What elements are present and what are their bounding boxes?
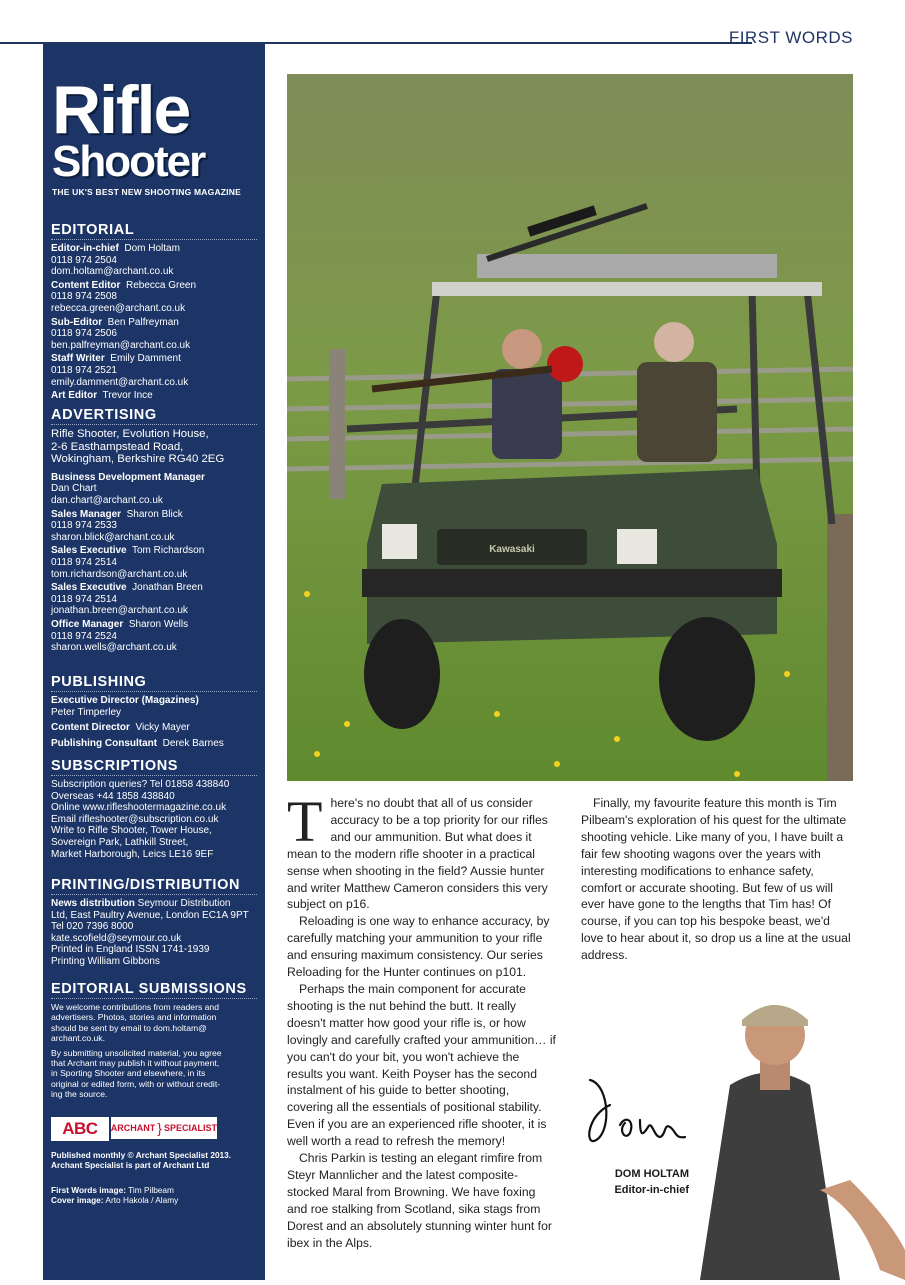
section-label: FIRST WORDS — [728, 28, 853, 47]
credit-label: First Words image: — [51, 1184, 126, 1195]
passenger-head — [654, 322, 694, 362]
info-line: Printed in England ISSN 1741-1939 — [51, 944, 210, 956]
staff-role: Art Editor — [51, 390, 98, 402]
credit-value: Arto Hakola / Alamy — [103, 1195, 179, 1206]
signature-stroke — [589, 1080, 685, 1141]
staff-name: Peter Timperley — [51, 706, 122, 718]
staff-name: Rebecca Green — [126, 279, 197, 291]
staff-entry — [51, 738, 257, 750]
staff-name: Dan Chart — [51, 483, 97, 495]
staff-phone: 0118 974 2521 — [51, 364, 117, 376]
staff-phone: 0118 974 2514 — [51, 593, 117, 605]
subscriptions-details — [51, 779, 257, 860]
editor-jacket — [700, 1073, 840, 1281]
publisher-badges — [51, 1115, 217, 1141]
staff-name: Ben Palfreyman — [107, 316, 179, 328]
info-line: Overseas +44 1858 438840 — [51, 790, 175, 802]
staff-role: Sales Executive — [51, 582, 127, 594]
staff-name: Sharon Wells — [128, 618, 189, 630]
staff-entry — [51, 545, 257, 580]
info-line: Sovereign Park, Lathkill Street, — [51, 836, 189, 848]
article-column-left — [287, 789, 558, 1250]
staff-email: emily.damment@archant.co.uk — [51, 376, 189, 388]
staff-entry — [51, 722, 257, 734]
info-line: Market Harborough, Leics LE16 9EF — [51, 848, 214, 860]
staff-entry — [51, 509, 257, 544]
article-paragraph: Chris Parkin is testing an elegant rimfire from Steyr Mannlicher and the latest composite-stocked Maral from Browning. We have foxing and roe stalking from Scotland, sika stags from Dorest and an absolutely stunning winter hunt for ibex in the Alps. — [287, 1151, 552, 1250]
info-line: advertisers. Photos, stories and information — [51, 1012, 217, 1023]
article-paragraph: Finally, my favourite feature this month is Tim Pilbeam's exploration of his quest for the ultimate shooting vehicle. Like many of you, I have built a fair few shooting wagons over the years with interesting modifications to enhance safety, comfort or accurate shooting. But few of us will ever have gone to the lengths that Tim has! Of course, if you can top his bespoke beast, we'd love to hear about it, so drop us a line at the usual address. — [581, 796, 851, 963]
article-paragraph — [287, 789, 558, 913]
front-right-wheel — [659, 617, 755, 741]
info-line: that Archant may publish it without payment, — [51, 1058, 220, 1069]
staff-role: Content Editor — [51, 279, 121, 291]
credit-label: Cover image: — [51, 1195, 104, 1206]
section-heading: PUBLISHING — [51, 674, 257, 692]
address-line: 2-6 Easthampstead Road, — [51, 440, 184, 453]
staff-name: Vicky Mayer — [135, 722, 190, 734]
logo-tagline: THE UK'S BEST NEW SHOOTING MAGAZINE — [52, 187, 241, 197]
editor-cap — [742, 1005, 808, 1026]
info-label: News distribution — [51, 898, 135, 909]
staff-email: dom.holtam@archant.co.uk — [51, 266, 174, 278]
staff-name: Dom Holtam — [124, 243, 180, 254]
vehicle-badge: Kawasaki — [489, 544, 535, 555]
staff-entry — [51, 353, 257, 388]
driver-head — [502, 329, 542, 369]
magazine-logo — [52, 72, 257, 197]
staff-entry — [51, 472, 257, 507]
info-line: archant.co.uk. — [51, 1033, 105, 1044]
editor-name: DOM HOLTAM — [614, 1168, 689, 1180]
staff-phone: 0118 974 2524 — [51, 630, 117, 642]
paragraph-text: here's no doubt that all of us consider accuracy to be a top priority for our rifles and our ammunition. But what does it mean to the modern rifle shooter in a practical sense when shooting in the field? Aussie hunter and writer Matthew Cameron considers this very subject on p16. — [287, 796, 548, 912]
front-left-wheel — [364, 619, 440, 729]
archant-specialist-logo — [111, 1117, 217, 1139]
advertising-address — [51, 428, 257, 466]
staff-role: Office Manager — [51, 618, 124, 630]
staff-role: Content Director — [51, 722, 130, 734]
publication-footer — [51, 1150, 257, 1206]
publication-note — [51, 1150, 257, 1171]
bumper — [362, 569, 782, 597]
info-line: We welcome contributions from readers and — [51, 1002, 219, 1012]
section-heading: SUBSCRIPTIONS — [51, 758, 257, 776]
fence-post — [827, 514, 853, 781]
info-line: Subscription queries? Tel 01858 438840 — [51, 779, 230, 790]
address-line: Rifle Shooter, Evolution House, — [51, 428, 209, 440]
editor-signature — [580, 1075, 690, 1150]
info-line: ing the source. — [51, 1089, 108, 1100]
submissions-section — [51, 981, 257, 1100]
staff-email: jonathan.breen@archant.co.uk — [51, 605, 188, 617]
image-credits — [51, 1185, 257, 1206]
info-line: Tel 020 7396 8000 — [51, 921, 134, 933]
staff-phone: 0118 974 2504 — [51, 254, 117, 266]
staff-role: Business Development Manager — [51, 471, 205, 483]
staff-entry — [51, 317, 257, 352]
editor-illustration — [690, 990, 905, 1280]
logo-word-rifle: Rifle — [52, 72, 190, 148]
submissions-paragraph — [51, 1048, 257, 1100]
staff-name: Derek Barnes — [162, 737, 224, 749]
advertising-section — [51, 407, 257, 656]
info-line: Published monthly © Archant Specialist 2013. — [51, 1150, 232, 1160]
article-paragraph: Perhaps the main component for accurate shooting is the nut behind the butt. It really doesn't matter how good your rifle is, or how lovingly and carefully crafted your ammunition… if you can't do your bit, you won't achieve the results you want. Keith Poyser has the second instalment of his guide to better shooting, covering all the essentials of positional stability. Even if you are an experienced rifle shooter, it is well worth a read to refresh the memory! — [287, 981, 556, 1149]
info-line: Online www.rifleshootermagazine.co.uk — [51, 802, 227, 814]
info-line: Archant Specialist is part of Archant Ltd — [51, 1160, 210, 1171]
staff-entry — [51, 280, 257, 315]
staff-email: sharon.blick@archant.co.uk — [51, 531, 175, 543]
info-line: Write to Rifle Shooter, Tower House, — [51, 825, 212, 837]
staff-email: ben.palfreyman@archant.co.uk — [51, 339, 191, 351]
publishing-section — [51, 674, 257, 751]
info-line: kate.scofield@seymour.co.uk — [51, 932, 182, 944]
staff-name: Trevor Ince — [102, 390, 153, 402]
info-line: Seymour Distribution — [134, 898, 231, 909]
info-line: should be sent by email to dom.holtam@ — [51, 1022, 207, 1033]
staff-email: tom.richardson@archant.co.uk — [51, 568, 188, 580]
editor-photo — [690, 990, 905, 1280]
editorial-section — [51, 222, 257, 404]
staff-phone: 0118 974 2506 — [51, 328, 117, 340]
drop-cap: T — [287, 789, 323, 854]
staff-phone: 0118 974 2514 — [51, 556, 117, 568]
staff-phone: 0118 974 2533 — [51, 520, 117, 532]
staff-entry — [51, 582, 257, 617]
staff-email: dan.chart@archant.co.uk — [51, 494, 163, 506]
specialist-word: SPECIALIST — [163, 1123, 217, 1133]
address-line: Wokingham, Berkshire RG40 2EG — [51, 453, 225, 466]
article-column-right — [581, 795, 853, 964]
info-line: Email rifleshooter@subscription.co.uk — [51, 813, 219, 825]
info-line: Ltd, East Paultry Avenue, London EC1A 9PT — [51, 909, 249, 921]
hero-photo — [287, 74, 853, 781]
shooting-vehicle-illustration — [287, 74, 853, 781]
info-line: in Sporting Shooter and elsewhere, in its — [51, 1068, 206, 1079]
staff-role: Publishing Consultant — [51, 737, 158, 749]
section-heading: ADVERTISING — [51, 407, 257, 425]
staff-name: Sharon Blick — [126, 508, 183, 520]
staff-role: Editor-in-chief — [51, 243, 119, 254]
passenger-body — [637, 362, 717, 462]
staff-role: Sub-Editor — [51, 316, 103, 328]
staff-role: Executive Director (Magazines) — [51, 695, 199, 706]
masthead-sidebar — [43, 44, 265, 1280]
staff-entry — [51, 695, 257, 718]
staff-phone: 0118 974 2508 — [51, 291, 117, 303]
brace-glyph: } — [157, 1120, 162, 1136]
staff-role: Sales Manager — [51, 508, 122, 520]
abc-logo: ABC — [51, 1117, 109, 1141]
right-headlight — [617, 529, 657, 564]
section-heading: PRINTING/DISTRIBUTION — [51, 877, 257, 895]
info-line: Printing William Gibbons — [51, 955, 160, 967]
section-heading: EDITORIAL SUBMISSIONS — [51, 981, 257, 999]
submissions-paragraph — [51, 1002, 257, 1044]
editor-title: Editor-in-chief — [614, 1184, 689, 1196]
staff-name: Tom Richardson — [132, 545, 205, 557]
section-heading: EDITORIAL — [51, 222, 257, 240]
roof-rack — [477, 254, 777, 278]
staff-name: Jonathan Breen — [132, 582, 203, 594]
red-lamp — [547, 346, 583, 382]
left-headlight — [382, 524, 417, 559]
info-line: By submitting unsolicited material, you agree — [51, 1047, 222, 1058]
driver-body — [492, 369, 562, 459]
staff-entry — [51, 390, 257, 402]
staff-role: Staff Writer — [51, 353, 105, 365]
logo-word-shooter: Shooter — [52, 137, 205, 186]
staff-name: Emily Damment — [110, 353, 181, 365]
subscriptions-section — [51, 758, 257, 860]
signoff — [612, 1166, 689, 1198]
staff-email: sharon.wells@archant.co.uk — [51, 642, 177, 654]
article-paragraph: Reloading is one way to enhance accuracy, by carefully matching your ammunition to your rifle and ensuring maximum consistency. Our series Reloading for the Hunter continues on p101. — [287, 914, 550, 980]
staff-role: Sales Executive — [51, 545, 127, 557]
info-line: original or edited form, with or without credit- — [51, 1078, 221, 1089]
credit-value: Tim Pilbeam — [126, 1184, 174, 1195]
staff-entry — [51, 619, 257, 654]
printing-details — [51, 898, 257, 968]
staff-entry — [51, 243, 257, 278]
archant-word: ARCHANT — [110, 1123, 156, 1133]
staff-email: rebecca.green@archant.co.uk — [51, 302, 186, 314]
printing-section — [51, 877, 257, 968]
